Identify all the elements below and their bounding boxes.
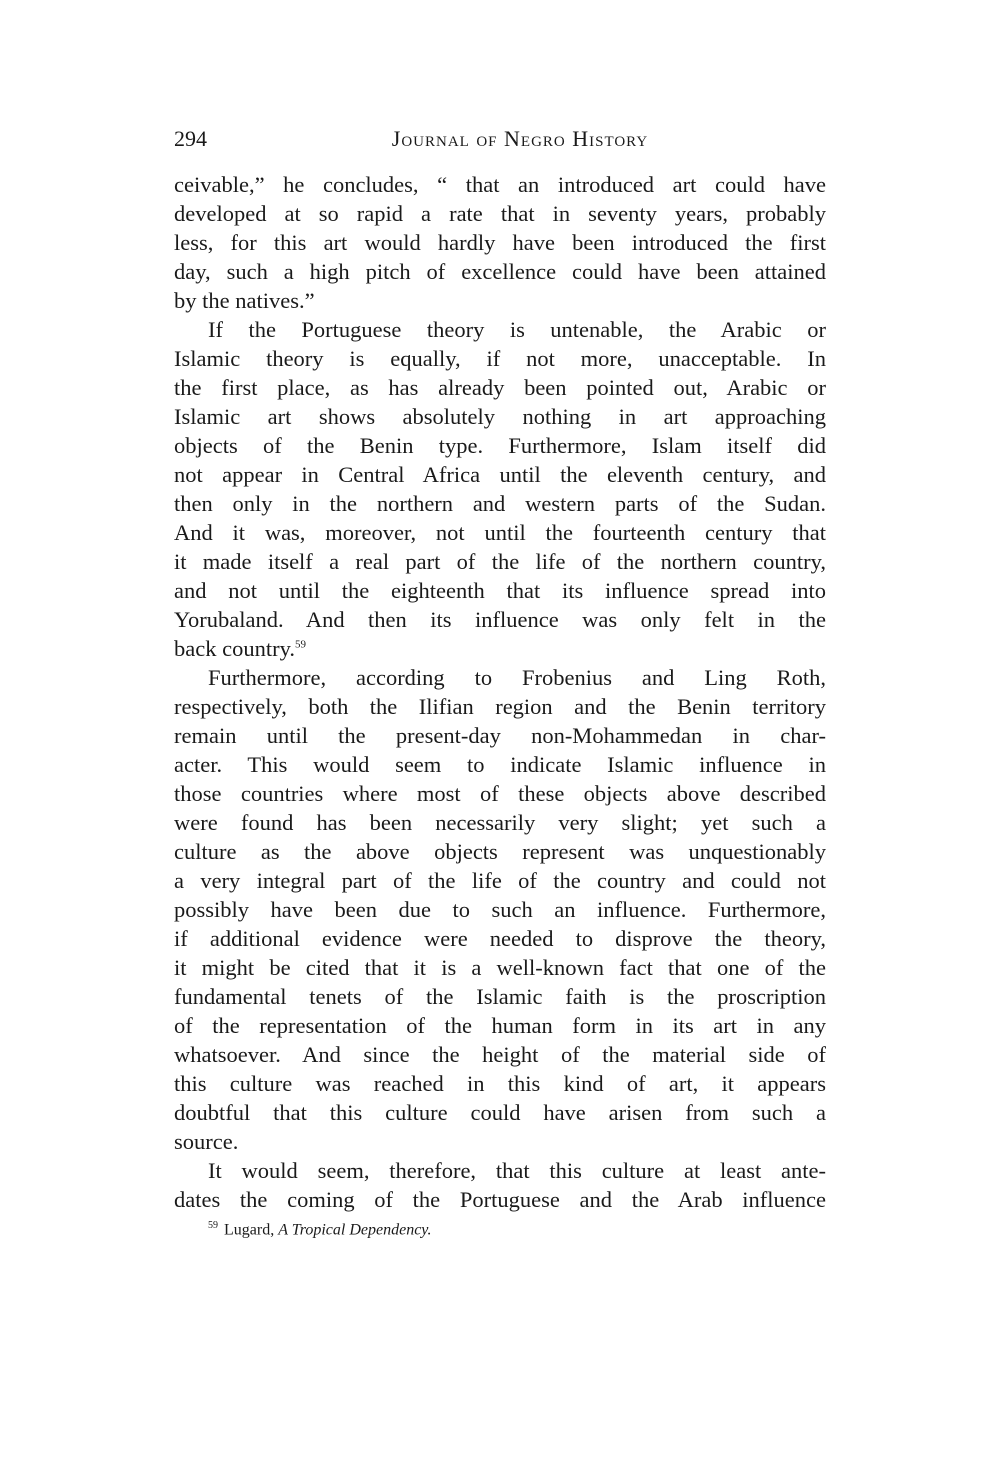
- text-line: If the Portuguese theory is untenable, the Arabic or: [208, 317, 826, 342]
- text-line: less, for this art would hardly have been introduced the first: [174, 230, 826, 255]
- text-line: of the representation of the human form in its art in any: [174, 1013, 826, 1038]
- text-line: were found has been necessarily very slight; yet such a: [174, 810, 826, 835]
- text-line: it might be cited that it is a well-known fact that one of the: [174, 955, 826, 980]
- text-line: then only in the northern and western parts of the Sudan.: [174, 491, 826, 516]
- text-line: back country.$^{59}$: [174, 636, 306, 661]
- text-line: if additional evidence were needed to disprove the theory,: [174, 926, 826, 951]
- text-line: Yorubaland. And then its influence was only felt in the: [174, 607, 826, 632]
- text-line: whatsoever. And since the height of the material side of: [174, 1042, 826, 1067]
- text-line: culture as the above objects represent was unquestionably: [174, 839, 826, 864]
- text-line: acter. This would seem to indicate Islamic influence in: [174, 752, 826, 777]
- text-line: dates the coming of the Portuguese and the Arab influence: [174, 1187, 826, 1212]
- footnote-reference: 59: [295, 638, 306, 651]
- text-line: objects of the Benin type. Furthermore, Islam itself did: [174, 433, 826, 458]
- text-line: It would seem, therefore, that this culture at least ante-: [208, 1158, 826, 1183]
- text-line: a very integral part of the life of the country and could not: [174, 868, 826, 893]
- text-line: developed at so rapid a rate that in seventy years, probably: [174, 201, 826, 226]
- text-line: those countries where most of these objects above described: [174, 781, 826, 806]
- text-line: day, such a high pitch of excellence could have been attained: [174, 259, 826, 284]
- body-text: [174, 170, 826, 1214]
- text-line: source.: [174, 1129, 239, 1154]
- text-line: And it was, moreover, not until the fourteenth century that: [174, 520, 826, 545]
- text-line: Furthermore, according to Frobenius and Ling Roth,: [208, 665, 826, 690]
- paragraph: [174, 1156, 826, 1214]
- text-line: fundamental tenets of the Islamic faith is the proscription: [174, 984, 826, 1009]
- text-line: doubtful that this culture could have arisen from such a: [174, 1100, 826, 1125]
- text-line: the first place, as has already been pointed out, Arabic or: [174, 375, 826, 400]
- text-line: remain until the present-day non-Mohammedan in char-: [174, 723, 826, 748]
- text-line: not appear in Central Africa until the eleventh century, and: [174, 462, 826, 487]
- text-line: Islamic theory is equally, if not more, unacceptable. In: [174, 346, 826, 371]
- footnote-number: 59: [208, 1220, 218, 1231]
- footnote-title: A Tropical Dependency.: [278, 1221, 432, 1239]
- text-line: possibly have been due to such an influence. Furthermore,: [174, 897, 826, 922]
- footnote-author: Lugard,: [224, 1221, 275, 1239]
- running-title: Journal of Negro History: [391, 126, 649, 151]
- footnote: [208, 1220, 432, 1239]
- paragraph: [174, 315, 826, 663]
- paragraph: [174, 170, 826, 315]
- paragraph: [174, 663, 826, 1156]
- text-line: and not until the eighteenth that its influence spread into: [174, 578, 826, 603]
- text-line: this culture was reached in this kind of art, it appears: [174, 1071, 826, 1096]
- text-line: by the natives.”: [174, 288, 315, 313]
- text-line: respectively, both the Ilifian region and the Benin territory: [174, 694, 826, 719]
- page-header: [174, 126, 826, 156]
- page-number: 294: [174, 126, 207, 151]
- text-line: it made itself a real part of the life of the northern country,: [174, 549, 826, 574]
- text-line: ceivable,” he concludes, “ that an introduced art could have: [174, 172, 826, 197]
- text-line: Islamic art shows absolutely nothing in art approaching: [174, 404, 826, 429]
